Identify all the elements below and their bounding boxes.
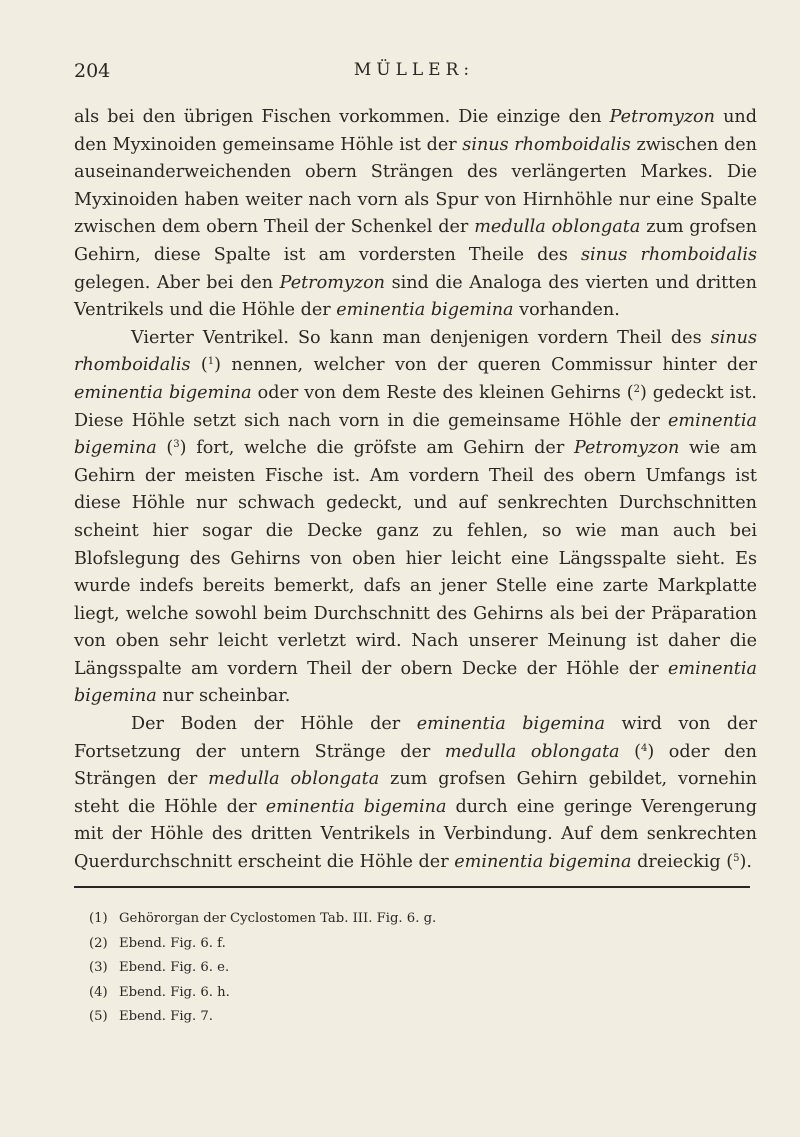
running-head: MÜLLER: [353,60,475,80]
footnote-divider [74,886,750,888]
text-run: ) oder den Strängen der [74,741,757,790]
text-run: wird von der Fortsetzung der untern Stränge der [74,714,757,762]
italic-term: medulla oblongata [444,741,620,762]
italic-term: Petromyzon [609,107,715,127]
footnote-2 [89,932,689,957]
italic-term: eminentia bigemina [74,658,757,707]
footnote-1 [89,907,689,932]
text-run: durch eine geringe Verengerung mit der Höhle des dritten Ventrikels in Verbindung. Auf dem senkrechten Querdurchschnitt erscheint die Höhle der [74,796,757,873]
paragraph-3 [74,711,757,877]
text-run: vorhanden. [513,300,620,321]
page-header [74,60,754,90]
footnote-text: Ebend. Fig. 6. h. [119,984,230,1000]
text-run: dreieckig ( [631,852,734,873]
footnote-ref: 1 [207,356,215,368]
italic-term: eminentia bigemina [265,796,447,817]
footnote-text: Ebend. Fig. 7. [119,1009,213,1024]
text-run: nur scheinbar. [156,686,291,707]
italic-term: eminentia bigemina [74,410,757,459]
text-run: sind die Analoga des vierten und dritten Ventrikels und die Höhle der [74,272,757,321]
text-run: ) nennen, welcher von der queren Commissur hinter der [214,355,757,376]
text-run: Der Boden der Höhle der [131,714,417,735]
italic-term: eminentia bigemina [336,300,514,321]
text-run: als bei den übrigen Fischen vorkommen. Die einzige den [74,107,610,127]
footnotes [89,907,689,1030]
text-run: ) gedeckt ist. Diese Höhle setzt sich nach vorn in die gemeinsame Höhle der [74,382,757,431]
italic-term: sinus rhomboidalis [462,134,631,155]
footnote-4 [89,981,689,1006]
italic-term: eminentia bigemina [74,382,252,403]
footnote-mark: (5) [89,1009,108,1024]
footnote-text: Ebend. Fig. 6. f. [119,935,226,951]
paragraph-1 [74,104,757,325]
text-run: zum grofsen Gehirn gebildet, vornehin steht die Höhle der [74,769,757,817]
text-run: Vierter Ventrikel. So kann man denjenigen vordern Theil des [131,327,711,348]
footnote-mark: (1) [89,911,108,926]
text-run: zum grofsen Gehirn, diese Spalte ist am vordersten Theile des [74,217,757,265]
footnote-ref: 3 [173,439,180,451]
italic-term: medulla oblongata [474,217,641,238]
italic-term: Petromyzon [573,438,680,459]
text-run: ). [739,852,752,873]
footnote-text: Ebend. Fig. 6. e. [119,960,230,975]
italic-term: medulla oblongata [208,769,380,790]
text-run: ( [156,438,174,459]
page-number: 204 [74,60,111,82]
footnote-mark: (3) [89,960,108,975]
footnote-3 [89,956,689,981]
footnote-ref: 4 [640,742,648,754]
italic-term: eminentia bigemina [416,714,605,735]
text-run: ( [619,741,641,762]
paragraph-2 [74,325,757,711]
text-run: und den Myxinoiden gemeinsame Höhle ist der [74,107,757,155]
footnote-ref: 5 [733,853,740,865]
body-text [74,104,757,877]
italic-term: sinus rhomboidalis [580,244,757,265]
footnote-text: Gehörorgan der Cyclostomen Tab. III. Fig. 6. g. [119,911,437,926]
text-run: wie am Gehirn der meisten Fische ist. Am vordern Theil des obern Umfangs ist diese Höhle nur schwach gedeckt, und auf senkrechten Durchschnitten scheint hier sogar die Decke ganz zu fehlen, so wie man auch bei Blofslegung des Gehirns von oben hier leicht eine Längsspalte sieht. Es wurde indefs bereits bemerkt, dafs an jener Stelle eine zarte Markplatte liegt, welche sowohl beim Durchschnitt des Gehirns als bei der Präparation von oben sehr leicht verletzt wird. Nach unserer Meinung ist daher die Längsspalte am vordern Theil der obern Decke der Höhle der [74,438,757,679]
text-run: oder von dem Reste des kleinen Gehirns ( [251,382,634,403]
italic-term: sinus rhomboidalis [74,327,757,376]
text-run: ( [190,355,208,376]
text-run: gelegen. Aber bei den [74,272,280,293]
footnote-mark: (2) [89,935,108,951]
italic-term: Petromyzon [279,272,386,293]
text-run: zwischen den auseinanderweichenden obern Strängen des verlängerten Markes. Die Myxinoiden haben weiter nach vorn als Spur von Hirnhöhle nur eine Spalte zwischen dem obern Theil der Schenkel der [74,134,757,238]
text-run: ) fort, welche die gröfste am Gehirn der [179,438,574,459]
footnote-mark: (4) [89,984,108,1000]
footnote-5 [89,1005,689,1030]
footnote-ref: 2 [633,383,640,395]
italic-term: eminentia bigemina [454,852,632,873]
